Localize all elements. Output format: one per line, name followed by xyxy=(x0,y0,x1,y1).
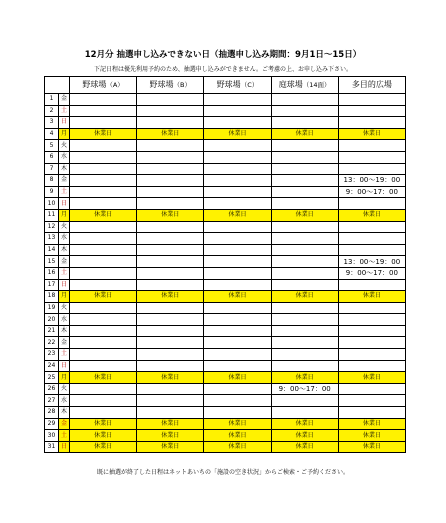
empty-cell xyxy=(271,140,338,152)
empty-cell xyxy=(137,175,204,187)
empty-cell xyxy=(271,163,338,175)
day-number: 26 xyxy=(45,383,59,395)
weekday-label: 金 xyxy=(59,418,70,430)
empty-cell xyxy=(271,117,338,129)
table-row xyxy=(45,117,406,129)
closed-day-cell: 休業日 xyxy=(271,418,338,430)
table-row xyxy=(45,267,406,279)
empty-cell xyxy=(338,279,405,291)
empty-cell xyxy=(70,314,137,326)
empty-cell xyxy=(271,151,338,163)
weekday-label: 月 xyxy=(59,291,70,303)
empty-cell xyxy=(271,175,338,187)
schedule-table xyxy=(44,76,406,453)
empty-cell xyxy=(70,140,137,152)
empty-cell xyxy=(338,337,405,349)
empty-cell xyxy=(204,314,271,326)
empty-cell xyxy=(271,279,338,291)
closed-day-cell: 休業日 xyxy=(338,418,405,430)
day-number: 18 xyxy=(45,291,59,303)
table-row xyxy=(45,186,406,198)
day-number: 4 xyxy=(45,128,59,140)
table-row xyxy=(45,418,406,430)
empty-cell xyxy=(137,186,204,198)
closed-day-cell: 休業日 xyxy=(271,291,338,303)
reserved-time-cell: 13：00〜19：00 xyxy=(338,256,405,268)
empty-cell xyxy=(204,233,271,245)
day-number: 2 xyxy=(45,105,59,117)
table-row xyxy=(45,128,406,140)
empty-cell xyxy=(137,151,204,163)
empty-cell xyxy=(70,151,137,163)
empty-cell xyxy=(70,117,137,129)
empty-cell xyxy=(271,221,338,233)
empty-cell xyxy=(204,105,271,117)
closed-day-cell: 休業日 xyxy=(271,430,338,442)
empty-cell xyxy=(137,337,204,349)
empty-cell xyxy=(137,360,204,372)
empty-cell xyxy=(204,395,271,407)
empty-cell xyxy=(137,279,204,291)
closed-day-cell: 休業日 xyxy=(70,209,137,221)
day-number: 13 xyxy=(45,233,59,245)
closed-day-cell: 休業日 xyxy=(204,372,271,384)
closed-day-cell: 休業日 xyxy=(70,418,137,430)
closed-day-cell: 休業日 xyxy=(338,430,405,442)
empty-cell xyxy=(70,383,137,395)
notice-text: 下記日程は優先利用予約のため、抽選申し込みができません。ご考慮の上、お申し込み下さい。 xyxy=(93,66,353,73)
table-row xyxy=(45,395,406,407)
empty-cell xyxy=(137,314,204,326)
empty-cell xyxy=(70,105,137,117)
closed-day-cell: 休業日 xyxy=(204,291,271,303)
empty-cell xyxy=(271,105,338,117)
empty-cell xyxy=(204,198,271,210)
weekday-label: 日 xyxy=(59,117,70,129)
table-row xyxy=(45,175,406,187)
closed-day-cell: 休業日 xyxy=(137,430,204,442)
empty-cell xyxy=(70,395,137,407)
empty-cell xyxy=(204,140,271,152)
weekday-label: 日 xyxy=(59,279,70,291)
day-number: 11 xyxy=(45,209,59,221)
empty-cell xyxy=(338,163,405,175)
empty-cell xyxy=(204,337,271,349)
header-sublabel: （C） xyxy=(240,81,259,89)
weekday-label: 土 xyxy=(59,430,70,442)
weekday-label: 木 xyxy=(59,325,70,337)
day-number: 30 xyxy=(45,430,59,442)
empty-cell xyxy=(70,325,137,337)
table-header-row xyxy=(45,77,406,94)
day-number: 31 xyxy=(45,441,59,453)
empty-cell xyxy=(338,94,405,106)
reserved-time-cell: 9：00〜17：00 xyxy=(338,267,405,279)
empty-cell xyxy=(338,105,405,117)
empty-cell xyxy=(204,267,271,279)
empty-cell xyxy=(204,244,271,256)
reserved-time-cell: 9：00〜17：00 xyxy=(338,186,405,198)
day-number: 21 xyxy=(45,325,59,337)
day-number: 16 xyxy=(45,267,59,279)
table-row xyxy=(45,140,406,152)
empty-cell xyxy=(137,395,204,407)
weekday-label: 土 xyxy=(59,105,70,117)
header-label: 庭球場 xyxy=(278,80,303,89)
empty-cell xyxy=(204,360,271,372)
empty-cell xyxy=(271,395,338,407)
empty-cell xyxy=(338,349,405,361)
day-number: 7 xyxy=(45,163,59,175)
day-number: 29 xyxy=(45,418,59,430)
empty-cell xyxy=(70,256,137,268)
weekday-label: 日 xyxy=(59,360,70,372)
header-label: 野球場 xyxy=(216,80,241,89)
table-row xyxy=(45,279,406,291)
empty-cell xyxy=(271,244,338,256)
empty-cell xyxy=(204,117,271,129)
empty-cell xyxy=(137,349,204,361)
empty-cell xyxy=(70,302,137,314)
day-number: 14 xyxy=(45,244,59,256)
empty-cell xyxy=(338,244,405,256)
empty-cell xyxy=(271,349,338,361)
empty-cell xyxy=(70,221,137,233)
table-row xyxy=(45,325,406,337)
weekday-label: 月 xyxy=(59,209,70,221)
empty-cell xyxy=(204,349,271,361)
closed-day-cell: 休業日 xyxy=(338,441,405,453)
empty-cell xyxy=(338,117,405,129)
empty-cell xyxy=(271,198,338,210)
day-number: 28 xyxy=(45,407,59,419)
empty-cell xyxy=(338,233,405,245)
empty-cell xyxy=(70,233,137,245)
day-number: 6 xyxy=(45,151,59,163)
empty-cell xyxy=(271,186,338,198)
empty-cell xyxy=(271,407,338,419)
closed-day-cell: 休業日 xyxy=(204,418,271,430)
weekday-label: 金 xyxy=(59,175,70,187)
empty-cell xyxy=(204,302,271,314)
day-number: 19 xyxy=(45,302,59,314)
day-number: 5 xyxy=(45,140,59,152)
weekday-label: 火 xyxy=(59,383,70,395)
closed-day-cell: 休業日 xyxy=(137,128,204,140)
empty-cell xyxy=(338,140,405,152)
empty-cell xyxy=(137,117,204,129)
empty-cell xyxy=(70,244,137,256)
empty-cell xyxy=(338,198,405,210)
empty-cell xyxy=(204,256,271,268)
header-multipurpose xyxy=(338,77,405,94)
table-row xyxy=(45,105,406,117)
table-row xyxy=(45,244,406,256)
table-row xyxy=(45,198,406,210)
closed-day-cell: 休業日 xyxy=(137,441,204,453)
empty-cell xyxy=(204,407,271,419)
empty-cell xyxy=(204,279,271,291)
empty-cell xyxy=(271,256,338,268)
empty-cell xyxy=(338,302,405,314)
closed-day-cell: 休業日 xyxy=(338,128,405,140)
weekday-label: 土 xyxy=(59,186,70,198)
table-row xyxy=(45,360,406,372)
weekday-label: 火 xyxy=(59,221,70,233)
closed-day-cell: 休業日 xyxy=(338,372,405,384)
table-row xyxy=(45,372,406,384)
empty-cell xyxy=(271,233,338,245)
weekday-label: 火 xyxy=(59,302,70,314)
table-row xyxy=(45,441,406,453)
empty-cell xyxy=(137,256,204,268)
closed-day-cell: 休業日 xyxy=(137,291,204,303)
empty-cell xyxy=(137,105,204,117)
empty-cell xyxy=(70,175,137,187)
table-row xyxy=(45,383,406,395)
table-row xyxy=(45,233,406,245)
empty-cell xyxy=(137,244,204,256)
empty-cell xyxy=(137,407,204,419)
empty-cell xyxy=(137,302,204,314)
day-number: 20 xyxy=(45,314,59,326)
table-row xyxy=(45,256,406,268)
day-number: 10 xyxy=(45,198,59,210)
header-baseball-b xyxy=(137,77,204,94)
table-row xyxy=(45,151,406,163)
closed-day-cell: 休業日 xyxy=(204,128,271,140)
empty-cell xyxy=(338,360,405,372)
empty-cell xyxy=(271,314,338,326)
empty-cell xyxy=(137,383,204,395)
day-number: 23 xyxy=(45,349,59,361)
closed-day-cell: 休業日 xyxy=(137,372,204,384)
reserved-time-cell: 13：00〜19：00 xyxy=(338,175,405,187)
header-label: 野球場 xyxy=(149,80,174,89)
table-row xyxy=(45,221,406,233)
empty-cell xyxy=(137,140,204,152)
empty-cell xyxy=(204,94,271,106)
day-number: 8 xyxy=(45,175,59,187)
empty-cell xyxy=(137,94,204,106)
closed-day-cell: 休業日 xyxy=(271,441,338,453)
weekday-label: 土 xyxy=(59,267,70,279)
table-row xyxy=(45,337,406,349)
header-label: 多目的広場 xyxy=(351,80,392,89)
weekday-label: 日 xyxy=(59,198,70,210)
empty-cell xyxy=(70,198,137,210)
empty-cell xyxy=(271,94,338,106)
closed-day-cell: 休業日 xyxy=(271,372,338,384)
day-number: 15 xyxy=(45,256,59,268)
empty-cell xyxy=(137,198,204,210)
weekday-label: 水 xyxy=(59,395,70,407)
empty-cell xyxy=(137,221,204,233)
table-row xyxy=(45,291,406,303)
empty-cell xyxy=(338,151,405,163)
empty-cell xyxy=(338,325,405,337)
empty-cell xyxy=(204,186,271,198)
empty-cell xyxy=(204,175,271,187)
empty-cell xyxy=(70,186,137,198)
empty-cell xyxy=(70,163,137,175)
empty-cell xyxy=(338,221,405,233)
closed-day-cell: 休業日 xyxy=(204,430,271,442)
empty-cell xyxy=(70,279,137,291)
weekday-label: 月 xyxy=(59,372,70,384)
day-number: 17 xyxy=(45,279,59,291)
empty-cell xyxy=(338,407,405,419)
table-row xyxy=(45,302,406,314)
empty-cell xyxy=(70,349,137,361)
empty-cell xyxy=(204,163,271,175)
empty-cell xyxy=(70,407,137,419)
header-tennis xyxy=(271,77,338,94)
header-sublabel: （14面） xyxy=(302,81,331,89)
header-baseball-a xyxy=(70,77,137,94)
weekday-label: 金 xyxy=(59,94,70,106)
closed-day-cell: 休業日 xyxy=(271,209,338,221)
day-number: 22 xyxy=(45,337,59,349)
empty-cell xyxy=(137,163,204,175)
empty-cell xyxy=(338,383,405,395)
header-corner xyxy=(45,77,70,94)
header-baseball-c xyxy=(204,77,271,94)
day-number: 9 xyxy=(45,186,59,198)
table-row xyxy=(45,407,406,419)
table-row xyxy=(45,94,406,106)
closed-day-cell: 休業日 xyxy=(338,209,405,221)
empty-cell xyxy=(338,395,405,407)
closed-day-cell: 休業日 xyxy=(70,372,137,384)
table-row xyxy=(45,163,406,175)
empty-cell xyxy=(70,337,137,349)
empty-cell xyxy=(204,221,271,233)
header-sublabel: （B） xyxy=(173,81,192,89)
closed-day-cell: 休業日 xyxy=(204,209,271,221)
day-number: 12 xyxy=(45,221,59,233)
day-number: 3 xyxy=(45,117,59,129)
header-sublabel: （A） xyxy=(106,81,124,89)
table-row xyxy=(45,430,406,442)
weekday-label: 水 xyxy=(59,151,70,163)
weekday-label: 日 xyxy=(59,441,70,453)
day-number: 27 xyxy=(45,395,59,407)
empty-cell xyxy=(204,325,271,337)
header-label: 野球場 xyxy=(82,80,107,89)
weekday-label: 金 xyxy=(59,337,70,349)
day-number: 24 xyxy=(45,360,59,372)
closed-day-cell: 休業日 xyxy=(137,209,204,221)
weekday-label: 木 xyxy=(59,407,70,419)
reserved-time-cell: 9：00〜17：00 xyxy=(271,383,338,395)
empty-cell xyxy=(271,337,338,349)
weekday-label: 水 xyxy=(59,233,70,245)
weekday-label: 土 xyxy=(59,349,70,361)
weekday-label: 金 xyxy=(59,256,70,268)
weekday-label: 月 xyxy=(59,128,70,140)
empty-cell xyxy=(338,314,405,326)
empty-cell xyxy=(137,233,204,245)
empty-cell xyxy=(271,360,338,372)
weekday-label: 火 xyxy=(59,140,70,152)
empty-cell xyxy=(137,267,204,279)
day-number: 25 xyxy=(45,372,59,384)
empty-cell xyxy=(204,383,271,395)
empty-cell xyxy=(271,302,338,314)
closed-day-cell: 休業日 xyxy=(137,418,204,430)
empty-cell xyxy=(70,360,137,372)
closed-day-cell: 休業日 xyxy=(70,441,137,453)
weekday-label: 木 xyxy=(59,244,70,256)
closed-day-cell: 休業日 xyxy=(204,441,271,453)
weekday-label: 水 xyxy=(59,314,70,326)
page-title: 12月分 抽選申し込みできない日（抽選申し込み期間：9月1日〜15日） xyxy=(84,50,362,60)
table-row xyxy=(45,349,406,361)
empty-cell xyxy=(70,267,137,279)
closed-day-cell: 休業日 xyxy=(70,291,137,303)
schedule-body xyxy=(45,94,406,453)
empty-cell xyxy=(137,325,204,337)
closed-day-cell: 休業日 xyxy=(70,128,137,140)
empty-cell xyxy=(70,94,137,106)
empty-cell xyxy=(271,267,338,279)
closed-day-cell: 休業日 xyxy=(271,128,338,140)
empty-cell xyxy=(271,325,338,337)
closed-day-cell: 休業日 xyxy=(70,430,137,442)
table-row xyxy=(45,209,406,221)
weekday-label: 木 xyxy=(59,163,70,175)
table-row xyxy=(45,314,406,326)
day-number: 1 xyxy=(45,94,59,106)
closed-day-cell: 休業日 xyxy=(338,291,405,303)
footer-note: 既に抽選が終了した日程はネットあいちの「施設の空き状況」からご検索・ご予約ください。 xyxy=(96,469,349,476)
empty-cell xyxy=(204,151,271,163)
